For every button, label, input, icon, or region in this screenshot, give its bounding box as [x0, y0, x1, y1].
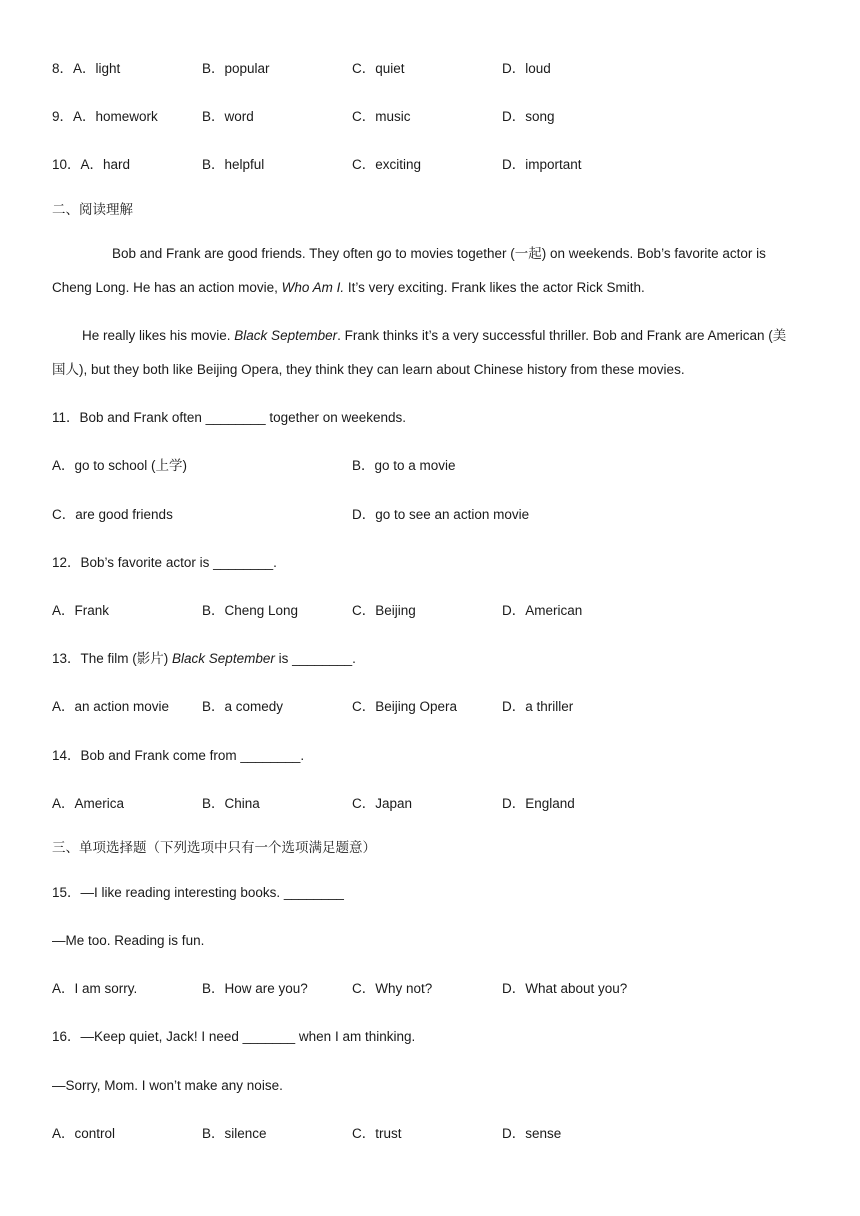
q11-stem: 11．Bob and Frank often ________ together on weekends.: [52, 410, 407, 425]
q9-option-b: B．word: [202, 109, 254, 124]
q15-reply: —Me too. Reading is fun.: [52, 933, 205, 948]
q14-option-c: C．Japan: [352, 796, 413, 811]
q11-option-d: D．go to see an action movie: [352, 507, 530, 522]
q14-option-a: A．America: [52, 796, 125, 811]
q12-option-c: C．Beijing: [352, 603, 416, 618]
q13-option-a: A．an action movie: [52, 699, 170, 714]
q11-option-b: B．go to a movie: [352, 458, 456, 473]
q13-film-title: Black September: [172, 651, 275, 666]
q15-option-a: A．I am sorry.: [52, 981, 138, 996]
q9-option-c: C．music: [352, 109, 411, 124]
q12-option-d: D．American: [502, 603, 583, 618]
q15-option-b: B．How are you?: [202, 981, 308, 996]
q8-option-c: C．quiet: [352, 61, 405, 76]
q15-stem: 15．—I like reading interesting books. ________: [52, 885, 344, 900]
q14-option-b: B．China: [202, 796, 260, 811]
q11-option-c: C．are good friends: [52, 507, 173, 522]
q12-stem: 12．Bob’s favorite actor is ________.: [52, 555, 277, 570]
q13-option-c: C．Beijing Opera: [352, 699, 458, 714]
passage-line-3: [82, 327, 808, 345]
q8-option-b: B．popular: [202, 61, 270, 76]
q15-option-c: C．Why not?: [352, 981, 433, 996]
q10-option-d: D．important: [502, 157, 582, 172]
passage-line-4: 国人), but they both like Beijing Opera, they think they can learn about Chinese history from these movies.: [52, 362, 685, 377]
passage-line-1: Bob and Frank are good friends. They often go to movies together (一起) on weekends. Bob’s favorite actor is: [112, 246, 766, 261]
q11-option-a: A．go to school (上学): [52, 458, 188, 473]
q14-option-d: D．England: [502, 796, 575, 811]
q12-option-a: A．Frank: [52, 603, 110, 618]
q12-option-b: B．Cheng Long: [202, 603, 299, 618]
q16-option-a: A．control: [52, 1126, 116, 1141]
passage-line-2: [52, 279, 808, 297]
q10-option-a: 10．A．hard: [52, 157, 131, 172]
q8-option-a: 8．A．light: [52, 61, 121, 76]
q14-stem: 14．Bob and Frank come from ________.: [52, 748, 305, 763]
q13-option-b: B．a comedy: [202, 699, 284, 714]
section-title-single-choice: 三、单项选择题（下列选项中只有一个选项满足题意）: [52, 840, 376, 855]
q16-option-c: C．trust: [352, 1126, 402, 1141]
passage-line-3-text-a: He really likes his movie.: [82, 328, 235, 343]
q10-option-c: C．exciting: [352, 157, 422, 172]
passage-line-2-text-b: It’s very exciting. Frank likes the actor Rick Smith.: [344, 280, 645, 295]
passage-movie-title-black-september: Black September: [234, 328, 338, 343]
passage-line-2-text-a: Cheng Long. He has an action movie,: [52, 280, 282, 295]
q13-stem: [52, 650, 808, 668]
q10-option-b: B．helpful: [202, 157, 265, 172]
passage-movie-title-who-am-i: Who Am I.: [281, 280, 345, 295]
section-title-reading: 二、阅读理解: [52, 202, 133, 217]
q15-option-d: D．What about you?: [502, 981, 628, 996]
q16-reply: —Sorry, Mom. I won’t make any noise.: [52, 1078, 283, 1093]
q13-option-d: D．a thriller: [502, 699, 574, 714]
q16-option-b: B．silence: [202, 1126, 267, 1141]
q16-stem: 16．—Keep quiet, Jack! I need _______ when I am thinking.: [52, 1029, 416, 1044]
q8-option-d: D．loud: [502, 61, 551, 76]
q9-option-d: D．song: [502, 109, 555, 124]
q16-option-d: D．sense: [502, 1126, 562, 1141]
q9-option-a: 9．A．homework: [52, 109, 158, 124]
q13-stem-text-b: is ________.: [274, 651, 356, 666]
q13-stem-text-a: 13．The film (影片): [52, 651, 173, 666]
passage-line-3-text-b: . Frank thinks it’s a very successful thriller. Bob and Frank are American (美: [337, 328, 787, 343]
